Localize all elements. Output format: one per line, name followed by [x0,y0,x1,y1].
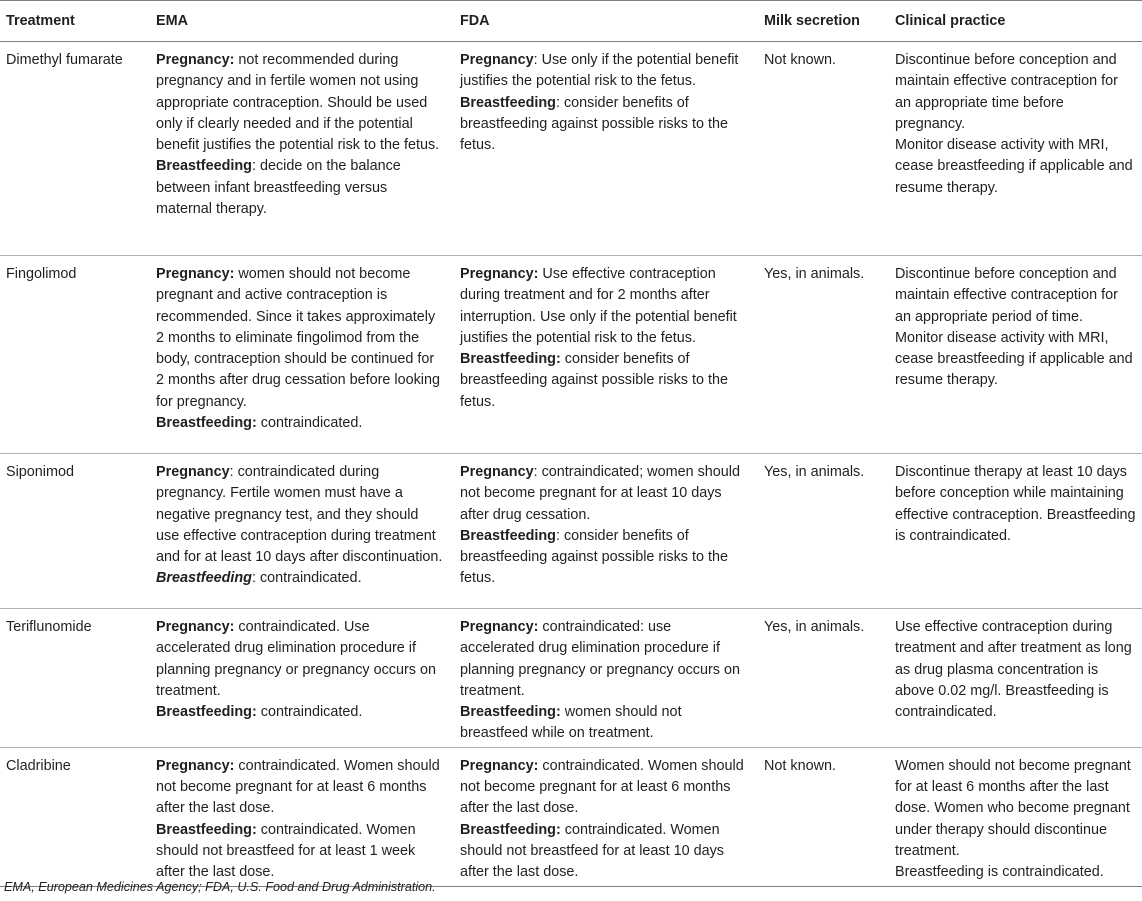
pregnancy-label: Pregnancy: [156,52,235,68]
breastfeeding-label: Breastfeeding: [460,351,561,368]
pregnancy-label: Pregnancy [156,464,230,480]
clinical-line: Discontinue before conception and maintain effective contraception for an appropriate period of time. [895,266,1118,325]
breastfeeding-label: Breastfeeding: [156,704,257,721]
fda-cell [458,609,762,748]
clinical-line: Discontinue before conception and maintain effective contraception for an appropriate time before pregnancy. [895,52,1118,132]
pregnancy-label: Pregnancy: [460,619,539,635]
pregnancy-label: Pregnancy: [156,619,235,635]
breastfeeding-text: contraindicated. [256,415,363,432]
ema-breastfeeding [156,156,444,220]
header-clinical-practice: Clinical practice [895,13,1006,29]
ema-pregnancy [156,264,444,413]
breastfeeding-label: Breastfeeding [460,94,556,111]
pregnancy-text: : contraindicated during pregnancy. Fertile women must have a negative pregnancy test, and they should use effective contraception during treatment and for at least 10 days after discontinuation. [156,464,443,566]
breastfeeding-text: : contraindicated. [251,570,362,587]
milk-secretion-cell: Not known. [764,52,836,68]
ema-breastfeeding [156,568,444,589]
breastfeeding-label: Breastfeeding [156,158,252,175]
treatment-cell: Cladribine [6,757,71,774]
fda-pregnancy [460,462,748,526]
ema-breastfeeding [156,702,444,723]
breastfeeding-text: : consider benefits of breastfeeding against possible risks to the fetus. [460,527,728,587]
ema-pregnancy [156,462,444,568]
pregnancy-text: contraindicated: use accelerated drug elimination procedure if planning pregnancy or pregnancy occurs on treatment. [460,619,740,699]
ema-cell [154,256,458,454]
pregnancy-label: Pregnancy [460,52,534,68]
ema-cell [154,42,458,256]
clinical-line: Monitor disease activity with MRI, cease breastfeeding if applicable and resume therapy. [895,329,1133,389]
fda-breastfeeding [460,349,748,413]
table-row [0,609,1142,748]
table-row [0,747,1142,886]
ema-pregnancy [156,756,444,820]
fda-breastfeeding [460,702,748,745]
fda-pregnancy [460,756,748,820]
ema-breastfeeding [156,413,444,434]
pregnancy-text: contraindicated. Use accelerated drug elimination procedure if planning pregnancy or pregnancy occurs on treatment. [156,619,436,699]
fda-cell [458,42,762,256]
treatment-cell: Siponimod [6,464,74,480]
ema-cell [154,747,458,886]
clinical-practice-cell [893,42,1142,256]
header-fda: FDA [460,13,490,29]
treatment-cell: Dimethyl fumarate [6,52,123,68]
pregnancy-text: Use effective contraception during treatment and for 2 months after interruption. Use only if the potential benefit justifies the potential risk to the fetus. [460,266,737,346]
clinical-line: Women should not become pregnant for at least 6 months after the last dose. Women who become pregnant under therapy should discontinue treatment. [895,757,1131,859]
pregnancy-label: Pregnancy: [156,757,235,774]
ema-breastfeeding [156,820,444,884]
pregnancy-label: Pregnancy: [156,266,235,282]
table-header-row [0,1,1142,42]
table-footnote: EMA, European Medicines Agency; FDA, U.S. Food and Drug Administration. [4,880,436,894]
milk-secretion-cell: Yes, in animals. [764,619,865,635]
clinical-practice-cell [893,747,1142,886]
breastfeeding-text: contraindicated. Women should not breastfeed for at least 10 days after the last dose. [460,821,724,881]
clinical-line: Discontinue therapy at least 10 days before conception while maintaining effective contraception. Breastfeeding is contraindicated. [895,464,1136,544]
pregnancy-text: : Use only if the potential benefit justifies the potential risk to the fetus. [460,52,739,90]
pregnancy-text: contraindicated. Women should not become pregnant for at least 6 months after the last dose. [156,757,440,817]
pregnancy-text: women should not become pregnant and active contraception is recommended. Since it takes approximately 2 months to eliminate fingolimod from the body, contraception should be continued for 2 months after drug cessation before looking for pregnancy. [156,266,440,410]
fda-breastfeeding [460,820,748,884]
milk-secretion-cell: Yes, in animals. [764,464,865,480]
breastfeeding-text: : consider benefits of breastfeeding against possible risks to the fetus. [460,94,728,154]
fda-cell [458,747,762,886]
table-row [0,454,1142,609]
clinical-line: Monitor disease activity with MRI, cease breastfeeding if applicable and resume therapy. [895,137,1133,196]
breastfeeding-text: women should not breastfeed while on treatment. [460,704,682,742]
breastfeeding-text: : decide on the balance between infant breastfeeding versus maternal therapy. [156,158,401,218]
breastfeeding-label: Breastfeeding: [156,415,257,432]
ema-pregnancy [156,617,444,702]
header-milk-secretion: Milk secretion [764,13,860,29]
clinical-practice-cell [893,256,1142,454]
clinical-practice-cell [893,609,1142,748]
pregnancy-label: Pregnancy: [460,757,539,774]
breastfeeding-label: Breastfeeding [460,527,556,544]
fda-cell [458,454,762,609]
header-treatment: Treatment [6,13,75,29]
table-row [0,42,1142,256]
breastfeeding-label: Breastfeeding: [460,821,561,838]
ema-cell [154,609,458,748]
breastfeeding-label: Breastfeeding: [460,704,561,721]
fda-pregnancy [460,264,748,349]
pregnancy-text: not recommended during pregnancy and in fertile women not using appropriate contraception. Should be used only if clearly needed and if the potential benefit justifies the potential risk to the fetus. [156,52,440,154]
fda-cell [458,256,762,454]
header-ema: EMA [156,13,188,29]
breastfeeding-label: Breastfeeding [156,570,252,587]
breastfeeding-text: contraindicated. Women should not breastfeed for at least 1 week after the last dose. [156,821,416,881]
breastfeeding-text: consider benefits of breastfeeding against possible risks to the fetus. [460,351,728,410]
treatment-cell: Fingolimod [6,266,77,282]
clinical-line: Breastfeeding is contraindicated. [895,864,1104,881]
pregnancy-text: : contraindicated; women should not become pregnant for at least 10 days after drug cessation. [460,464,740,523]
table-row [0,256,1142,454]
fda-breastfeeding [460,93,748,157]
pregnancy-label: Pregnancy [460,464,534,480]
treatment-cell: Teriflunomide [6,619,92,635]
ema-cell [154,454,458,609]
breastfeeding-text: contraindicated. [256,704,363,721]
fda-pregnancy [460,50,748,93]
pregnancy-text: contraindicated. Women should not become pregnant for at least 6 months after the last dose. [460,757,744,817]
pregnancy-label: Pregnancy: [460,266,539,282]
milk-secretion-cell: Not known. [764,757,836,774]
breastfeeding-label: Breastfeeding: [156,821,257,838]
clinical-practice-cell [893,454,1142,609]
milk-secretion-cell: Yes, in animals. [764,266,865,282]
clinical-line: Use effective contraception during treatment and after treatment as long as drug plasma concentration is above 0.02 mg/l. Breastfeeding is contraindicated. [895,619,1132,721]
fda-pregnancy [460,617,748,702]
fda-breastfeeding [460,526,748,590]
ema-pregnancy [156,50,444,156]
